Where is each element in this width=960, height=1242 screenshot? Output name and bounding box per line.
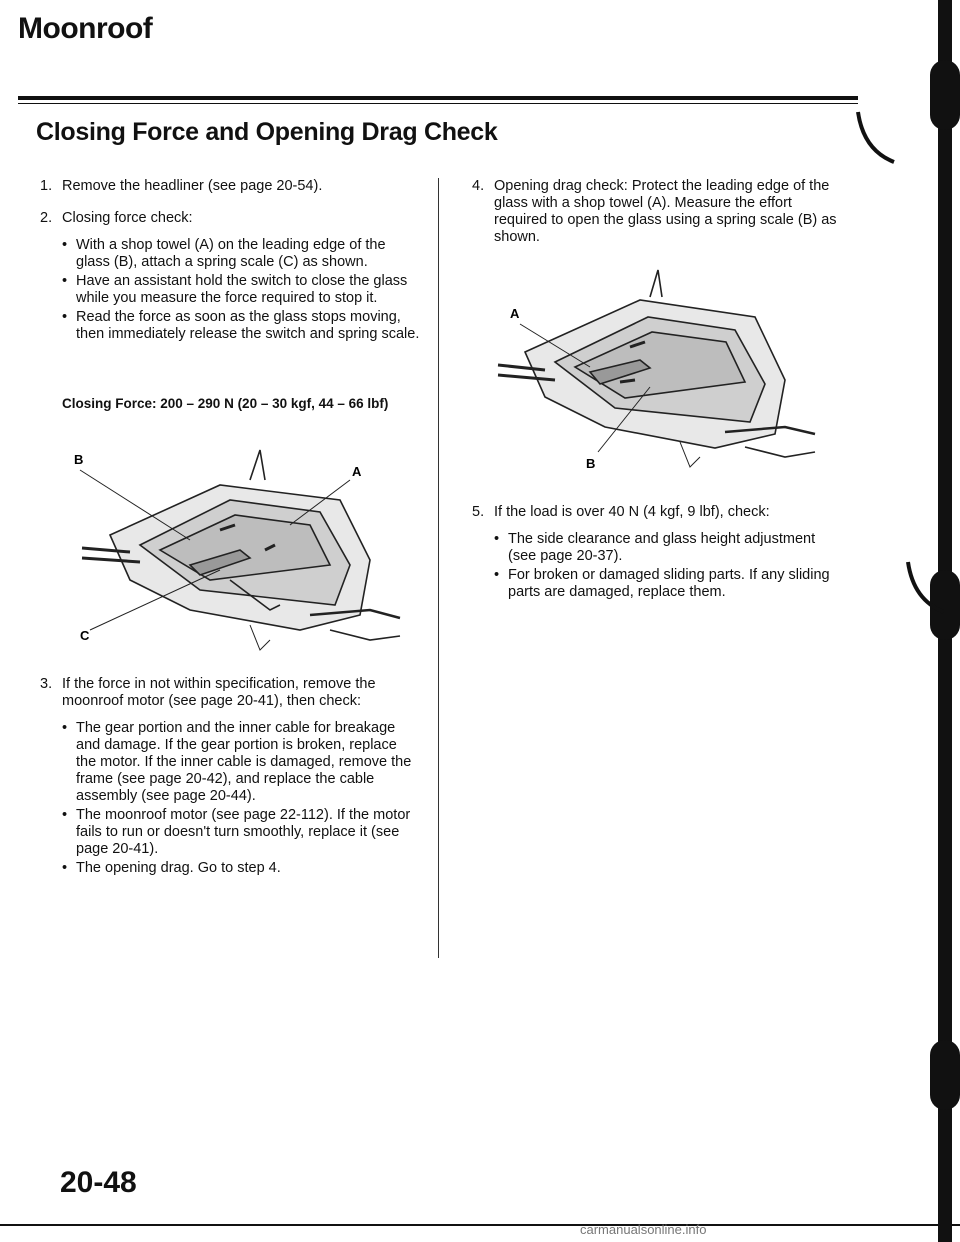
- figure-label-a: A: [352, 464, 362, 479]
- step-text: Remove the headliner (see page 20-54).: [62, 178, 323, 194]
- step-number: 5.: [472, 504, 485, 520]
- corner-mark-top: [856, 110, 896, 170]
- step-3: [40, 676, 420, 879]
- figure-label-c: C: [80, 628, 90, 643]
- step-number: 3.: [40, 676, 53, 692]
- corner-mark-mid: [906, 560, 946, 620]
- step-number: 1.: [40, 178, 53, 194]
- step-text: If the load is over 40 N (4 kgf, 9 lbf), check:: [494, 504, 770, 520]
- step-4: [472, 178, 837, 246]
- step-text: Closing force check:: [62, 210, 193, 226]
- watermark: carmanualsonline.info: [580, 1222, 707, 1237]
- closing-force-figure: [70, 440, 430, 665]
- list-item: • The moonroof motor (see page 22-112). If the motor fails to run or doesn't turn smoothly, replace it (see page 20-41).: [62, 807, 420, 858]
- title-rule: [18, 96, 858, 100]
- list-item: • The opening drag. Go to step 4.: [62, 860, 420, 877]
- footer-rule: [0, 1224, 960, 1226]
- step-2: [40, 210, 420, 345]
- step-text: If the force in not within specification, remove the moonroof motor (see page 20-41), then check:: [62, 676, 376, 709]
- title-rule-thin: [18, 103, 858, 104]
- column-divider: [438, 178, 439, 958]
- step-1: [40, 178, 420, 195]
- figure-label-b: B: [586, 456, 596, 471]
- sub-title: Closing Force and Opening Drag Check: [36, 118, 498, 146]
- figure-label-a: A: [510, 306, 520, 321]
- list-item: • For broken or damaged sliding parts. If any sliding parts are damaged, replace them.: [494, 567, 837, 601]
- list-item: • With a shop towel (A) on the leading edge of the glass (B), attach a spring scale (C) as shown.: [62, 237, 420, 271]
- step-text: Opening drag check: Protect the leading edge of the glass with a shop towel (A). Measure the effort required to open the glass using a spring scale (B) as shown.: [494, 178, 837, 245]
- list-item: • Have an assistant hold the switch to close the glass while you measure the force required to stop it.: [62, 273, 420, 307]
- list-item: • The gear portion and the inner cable for breakage and damage. If the gear portion is broken, replace the motor. If the inner cable is damaged, remove the frame (see page 20-42), and replace the cable assembly (see page 20-44).: [62, 720, 420, 805]
- list-item: • The side clearance and glass height adjustment (see page 20-37).: [494, 531, 837, 565]
- opening-drag-figure: [490, 262, 840, 482]
- list-item: • Read the force as soon as the glass stops moving, then immediately release the switch and spring scale.: [62, 309, 420, 343]
- figure-label-b: B: [74, 452, 84, 467]
- step-number: 4.: [472, 178, 485, 194]
- step-5: [472, 504, 837, 603]
- section-title: Moonroof: [18, 12, 153, 45]
- binding-margin-marks: [930, 0, 960, 1242]
- page-number: 20-48: [60, 1166, 137, 1199]
- closing-force-spec: Closing Force: 200 – 290 N (20 – 30 kgf, 44 – 66 lbf): [62, 396, 389, 411]
- step-number: 2.: [40, 210, 53, 226]
